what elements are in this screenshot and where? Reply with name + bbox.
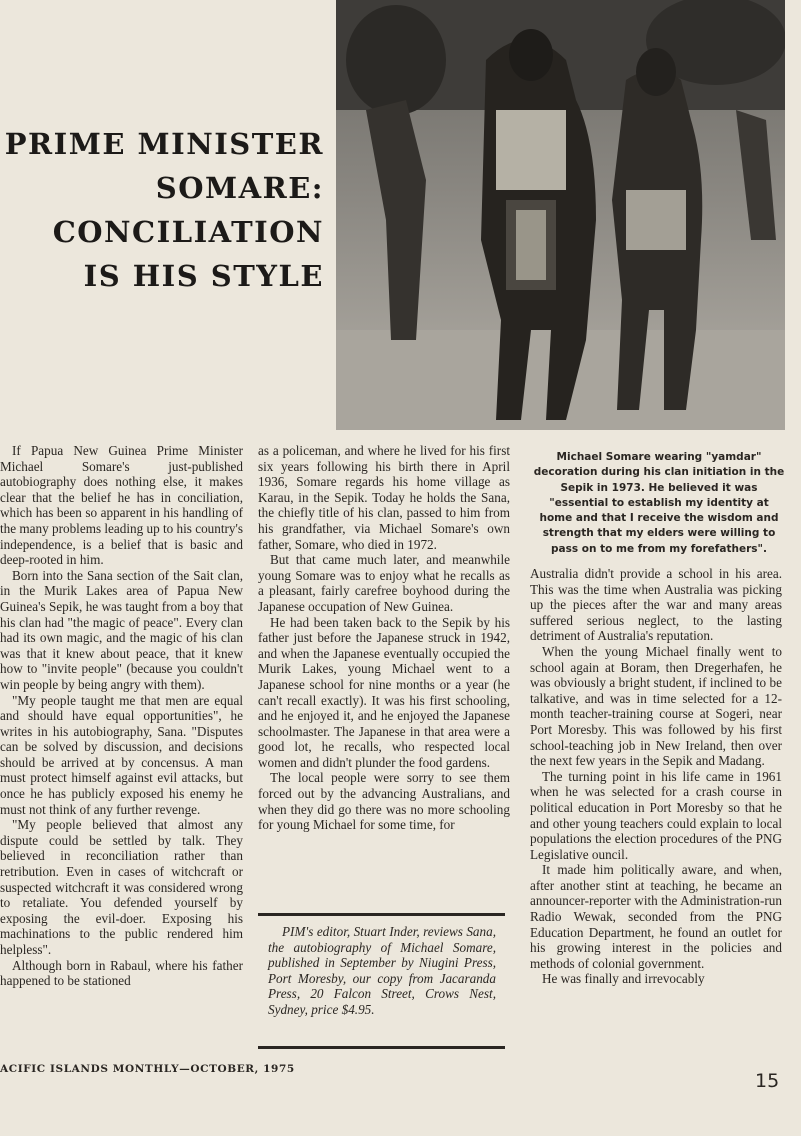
paragraph: The turning point in his life came in 1961 when he was selected for a crash course in political education in Port Moresby so that he and other young teachers could explain to local populations the election procedures of the PNG Legislative ouncil. [530, 768, 782, 862]
article-column-3 [530, 566, 782, 987]
paragraph: But that came much later, and meanwhile young Somare was to enjoy what he recalls as a pleasant, fairly carefree boyhood during the Japanese occupation of New Guinea. [258, 552, 510, 614]
headline [0, 122, 332, 298]
paragraph: The local people were sorry to see them forced out by the advancing Australians, and when they did go there was no more schooling for young Michael for some time, for [258, 770, 510, 833]
note-top-rule [258, 913, 505, 916]
ceremony-photo-illustration [336, 0, 785, 430]
review-note [268, 924, 496, 1018]
paragraph: It made him politically aware, and when, after another stint at teaching, he became an announcer-reporter with the Administration-run Radio Wewak, seconded from the PNG Education Department, he found an outlet for his growing interest in the policies and methods of colonial government. [530, 862, 782, 971]
ceremony-photo [336, 0, 785, 430]
paragraph: If Papua New Guinea Prime Minister Michael Somare's just-published autobiography does nothing else, it makes clear that the belief he has in conciliation, which has been so apparent in his handling of the many problems leading up to his country's independence, is a belief that is basic and deep-rooted in him. [0, 443, 244, 568]
paragraph: He was finally and irrevocably [542, 971, 705, 987]
article-column-2 [258, 443, 510, 833]
paragraph: Although born in Rabaul, where his father happened to be stationed [0, 957, 243, 989]
paragraph: "My people taught me that men are equal and should have equal opportunities", he writes in his autobiography, Sana. "Disputes can be solved by discussion, and decisions should be arrived at by concensus. A man must protect himself against evil attacks, but once he has publicly exposed his enemy he must not think of any further revenge. [0, 692, 243, 817]
paragraph: He had been taken back to the Sepik by his father just before the Japanese struck in 1942, and when the Japanese eventually occupied the Murik Lakes, young Michael went to a Japanese school for nine months or a year (he can't recall exactly). It was his first schooling, and he enjoyed it, and he enjoyed the Japanese schoolmaster. The Japanese in that area were a good lot, he recalls, who respected local women and didn't plunder the food gardens. [258, 614, 510, 770]
headline-line-4: IS HIS STYLE [83, 259, 324, 293]
magazine-footer: ACIFIC ISLANDS MONTHLY—OCTOBER, 1975 [0, 1063, 295, 1075]
paragraph: Australia didn't provide a school in his area. This was the time when Australia was picking up the pieces after the war and many areas suffered serious neglect, to the lasting detriment of Australia's reputation. [530, 566, 782, 644]
paragraph: When the young Michael finally went to school again at Boram, then Dregerhafen, he was obviously a bright student, if inclined to be talkative, and was in time selected for a 12-month teacher-training course at Sogeri, near Port Moresby. This was followed by his first school-teaching job in New Ireland, then over the next few years in the Sepik and Madang. [530, 643, 782, 769]
paragraph: as a policeman, and where he lived for his first six years following his birth there in April 1936, Somare regards his home village as Karau, in the Sepik. Today he holds the Sana, the chiefly title of his clan, passed to him from his grandfather, via Michael Somare's own father, Somare, who died in 1972. [258, 443, 510, 552]
headline-line-2: SOMARE: [155, 171, 324, 205]
headline-line-1: PRIME MINISTER [4, 127, 324, 161]
photo-caption: Michael Somare wearing "yamdar" decoration during his clan initiation in the Sepik in 1973. He believed it was "essential to establish my identity at home and that I receive the wisdom and strength that my elders were willing to pass on to me from my forefathers". [533, 451, 785, 555]
headline-line-3: CONCILIATION [52, 215, 324, 249]
paragraph: "My people believed that almost any dispute could be settled by talk. They believed in reconciliation rather than retribution. Even in cases of witchcraft or suspected witchcraft it was considered wrong to retaliate. You defended yourself by exposing the evil-doer. Exposing his machinations to the public rendered him helpless". [0, 817, 243, 957]
note-bottom-rule [258, 1046, 505, 1049]
page-number: 15 [755, 1070, 780, 1092]
review-note-text: PIM's editor, Stuart Inder, reviews Sana, the autobiography of Michael Somare, published in September by Niugini Press, Port Moresby, our copy from Jacaranda Press, 20 Falcon Street, Crows Nest, Sydney, price $4.95. [268, 924, 496, 1017]
article-column-1 [0, 443, 243, 989]
paragraph: Born into the Sana section of the Sait clan, in the Murik Lakes area of Papua New Guinea's Sepik, he was taught from a boy that his clan had "the magic of peace". Every clan had its own magic, and the magic of his clan was that it knew about peace, that it knew how to "invite people" (because you couldn't win people by being angry with them). [0, 567, 243, 692]
